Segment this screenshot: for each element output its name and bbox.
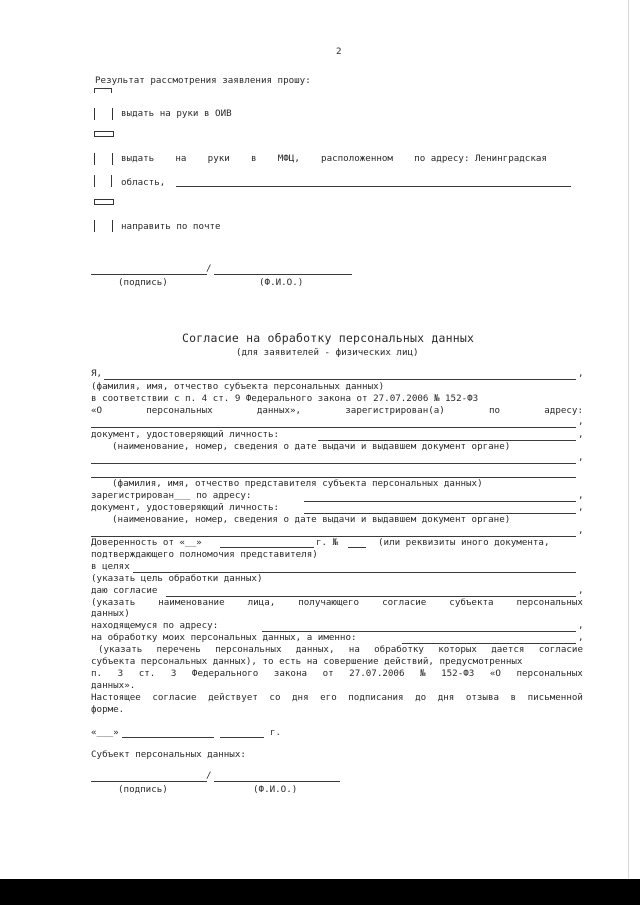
checkbox-option-mfc[interactable] (94, 153, 113, 165)
purpose-hint: (указать цель обработки данных) (91, 573, 263, 584)
consent-subtitle: (для заявителей - физических лиц) (236, 347, 419, 358)
option-oiv-label: выдать на руки в ОИВ (121, 108, 232, 119)
signature-field-bottom[interactable] (91, 781, 207, 782)
word: получающего (298, 597, 360, 608)
fio-label: (Ф.И.О.) (259, 277, 304, 288)
word: расположенном (321, 153, 393, 164)
box-edge (94, 88, 95, 93)
word: п. (91, 668, 103, 679)
word: по адресу: Ленинградская (414, 153, 547, 164)
word: его (320, 692, 337, 703)
rep-doc-identity-label: документ, удостоверяющий личность: (91, 502, 280, 513)
option-mfc-region: область, (121, 177, 166, 188)
comma: , (578, 452, 584, 463)
word: субъекта (449, 597, 494, 608)
date-year-field[interactable] (220, 737, 264, 738)
list-hint-line4: данных». (91, 680, 136, 691)
law-line: в соответствии с п. 4 ст. 9 Федерального закона от 27.07.2006 № 152-ФЗ (91, 393, 479, 404)
rep-doc-hint: (наименование, номер, сведения о дате выдачи и выдавшем документ органе) (112, 514, 511, 525)
page-edge (628, 0, 629, 879)
doc-hint: (наименование, номер, сведения о дате выдачи и выдавшем документ органе) (112, 441, 511, 452)
word: персональных (516, 668, 583, 679)
fio-field-bottom[interactable] (214, 781, 340, 782)
word: № (420, 668, 426, 679)
word: данных», (256, 405, 302, 416)
word: ст. (138, 668, 156, 679)
fio-label-bottom: (Ф.И.О.) (253, 784, 298, 795)
word: перечень (156, 644, 201, 655)
comma: , (578, 632, 584, 643)
subject-fio-hint: (фамилия, имя, отчество субъекта персональных данных) (91, 381, 385, 392)
word: МФЦ, (277, 153, 300, 164)
list-hint-line2: субъекта персональных данных), то есть на совершение действий, предусмотренных (91, 656, 523, 667)
signature-field[interactable] (91, 274, 207, 275)
rep-registered-label: зарегистрирован___ по адресу: (91, 490, 252, 501)
word: закона (273, 668, 308, 679)
purpose-label: в целях (91, 561, 130, 572)
word: согласие (152, 692, 197, 703)
box-edge (111, 175, 112, 187)
word: адресу: (544, 405, 583, 416)
word: персональных (516, 597, 583, 608)
word: лица, (247, 597, 276, 608)
word: на (175, 153, 187, 164)
proxy-line2: подтверждающего полномочия представителя) (91, 549, 318, 560)
scan-border-bottom (0, 879, 640, 905)
slash: / (206, 263, 212, 274)
word: 3 (117, 668, 124, 679)
comma: , (578, 585, 584, 596)
word: выдать (121, 153, 155, 164)
subject-label: Субъект персональных данных: (91, 749, 246, 760)
option-mfc-label (121, 153, 547, 166)
box-edge (111, 88, 112, 93)
comma: , (578, 429, 584, 440)
subject-doc-extra-field[interactable] (91, 463, 576, 464)
ya-label: Я, (91, 368, 103, 379)
mfc-address-field[interactable] (176, 186, 571, 187)
fio-field[interactable] (214, 274, 352, 275)
proxy-label: Доверенность от «__» (91, 537, 202, 548)
word: обработку (374, 644, 424, 655)
slash: / (206, 770, 212, 781)
list-hint-line3 (91, 668, 583, 681)
processing-label: на обработку моих персональных данных, а именно: (91, 632, 357, 643)
word: подписания (348, 692, 404, 703)
word: Настоящее (91, 692, 141, 703)
date-month-field[interactable] (122, 737, 214, 738)
word: 152-ФЗ (441, 668, 475, 679)
word: зарегистрирован(а) (345, 405, 445, 416)
list-hint (98, 644, 583, 657)
word: до (415, 692, 427, 703)
recipient-hint (91, 597, 583, 610)
word: согласие (538, 644, 583, 655)
word: согласие (382, 597, 427, 608)
checkbox-option-oiv[interactable] (94, 108, 113, 120)
validity-text-line2: форме. (91, 704, 125, 715)
word: «О (489, 668, 501, 679)
date-day: «___» (91, 727, 119, 738)
subject-address-field[interactable] (91, 427, 576, 428)
word: которых (438, 644, 477, 655)
word: (указать (98, 644, 143, 655)
word: на (348, 644, 360, 655)
box-edge (94, 175, 95, 187)
proxy-other-doc: (или реквизиты иного документа, (378, 537, 550, 548)
box-separator (94, 199, 114, 205)
date-year-suffix: г. (270, 727, 282, 738)
signature-label: (подпись) (118, 277, 168, 288)
word: 3 (170, 668, 177, 679)
proxy-date-field[interactable] (220, 547, 314, 548)
law-words (91, 405, 583, 418)
word: дня (437, 692, 455, 703)
rep-fio-hint: (фамилия, имя, отчество представителя субъекта персональных данных) (112, 478, 483, 489)
checkbox-option-mail[interactable] (94, 220, 113, 232)
give-consent-label: даю согласие (91, 585, 158, 596)
word: со (269, 692, 281, 703)
proxy-number-label: г. № (316, 537, 339, 548)
comma: , (578, 368, 584, 379)
comma: , (578, 416, 584, 427)
word: в (250, 153, 257, 164)
word: по (489, 405, 501, 416)
subject-fio-field[interactable] (104, 379, 576, 380)
word: руки (207, 153, 230, 164)
word: персональных (215, 644, 282, 655)
validity-text (91, 692, 583, 705)
word: отзыва (465, 692, 500, 703)
comma: , (578, 525, 584, 536)
word: персональных (146, 405, 213, 416)
option-mail-label: направить по почте (121, 221, 221, 232)
box-separator (94, 131, 114, 137)
comma: , (578, 502, 584, 513)
word: данных, (295, 644, 335, 655)
consent-title: Согласие на обработку персональных данных (182, 331, 475, 345)
rep-address-field[interactable] (304, 501, 576, 502)
recipient-hint-line2: данных) (91, 608, 130, 619)
proxy-number-field[interactable] (348, 547, 366, 548)
word: наименование (158, 597, 225, 608)
word: действует (208, 692, 258, 703)
word: Федерального (191, 668, 259, 679)
box-top-edge (94, 88, 111, 89)
comma: , (578, 620, 584, 631)
word: письменной (527, 692, 583, 703)
comma: , (578, 490, 584, 501)
word: 27.07.2006 (349, 668, 405, 679)
page-number: 2 (336, 46, 342, 57)
word: дается (491, 644, 525, 655)
word: (указать (91, 597, 136, 608)
word: от (322, 668, 334, 679)
signature-label-bottom: (подпись) (118, 784, 168, 795)
result-intro: Результат рассмотрения заявления прошу: (95, 75, 311, 86)
located-at-label: находящемуся по адресу: (91, 620, 219, 631)
word: «О (91, 405, 103, 416)
word: в (510, 692, 517, 703)
doc-identity-label: документ, удостоверяющий личность: (91, 429, 280, 440)
word: дня (292, 692, 309, 703)
